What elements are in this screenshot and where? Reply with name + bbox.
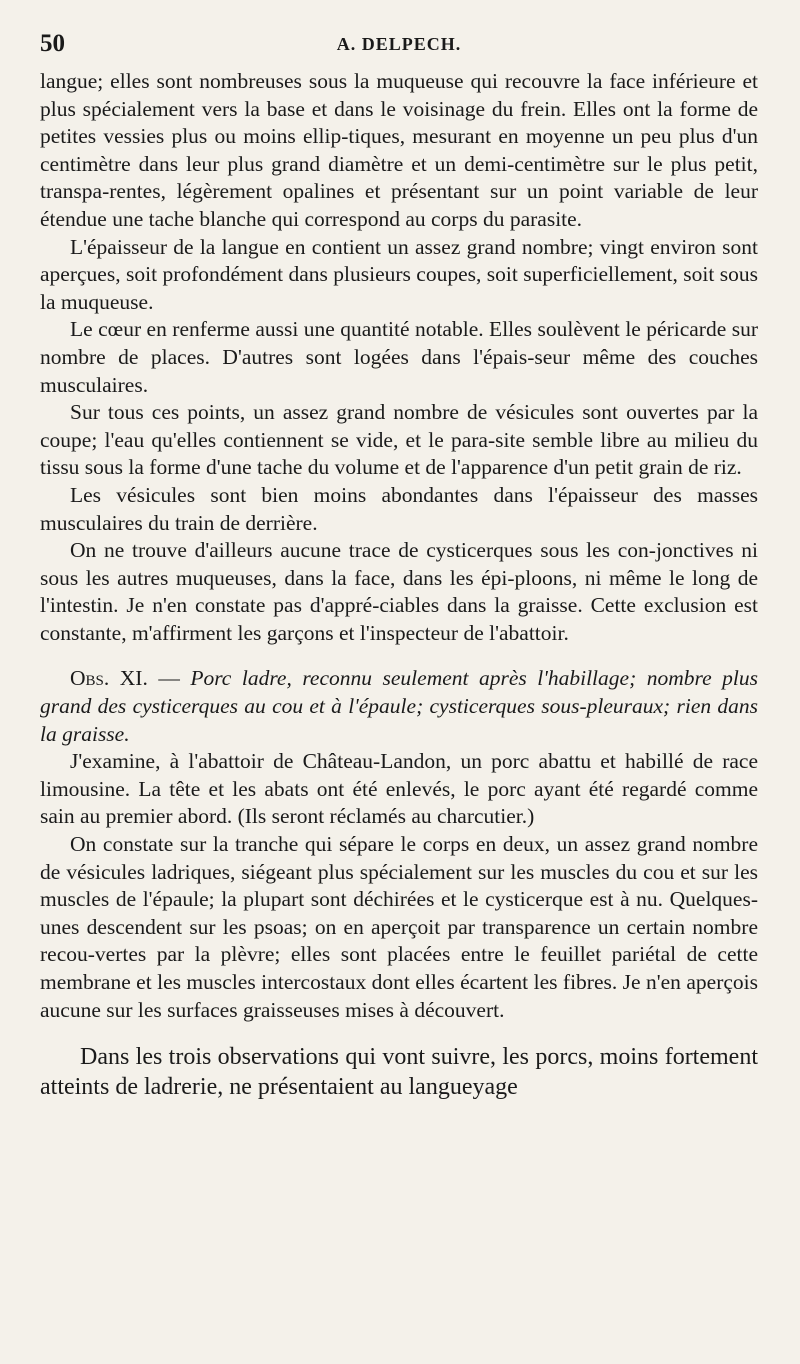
observation-paragraph: J'examine, à l'abattoir de Château-Landon, un porc abattu et habillé de race limousine. La tête et les abats ont été enlevés, le porc ayant été regardé comme sain au premier abord. (Ils seront réclamés au charcutier.)	[40, 749, 758, 829]
running-head: A. DELPECH.	[336, 34, 462, 54]
observation-dash: —	[147, 666, 191, 691]
paragraph: Sur tous ces points, un assez grand nombre de vésicules sont ouvertes par la coupe; l'eau qu'elles contiennent se vide, et le para-site semble libre au milieu du tissu sous la forme d'une tache du volume et de l'apparence d'un petit grain de riz.	[40, 400, 758, 480]
observation-label: Obs. XI.	[70, 666, 148, 691]
paragraph-continued: langue; elles sont nombreuses sous la muqueuse qui recouvre la face inférieure et plus spécialement vers la base et dans le voisinage du frein. Elles ont la forme de petites vessies plus ou moins ellip-tiques, mesurant en moyenne un peu plus d'un centimètre dans leur plus grand diamètre et un demi-centimètre sur le plus petit, transpa-rentes, légèrement opalines et présentant sur un point variable de leur étendue une tache blanche qui correspond au corps du parasite.	[40, 69, 758, 231]
observation-title: Porc ladre, reconnu seulement après l'habillage; nombre plus grand des cysticerques au cou et à l'épaule; cysticerques sous-pleuraux; rien dans la graisse.	[40, 666, 758, 746]
page-header	[40, 26, 758, 66]
paragraph: Le cœur en renferme aussi une quantité notable. Elles soulèvent le péricarde sur nombre de places. D'autres sont logées dans l'épais-seur même des couches musculaires.	[40, 317, 758, 397]
section-gap	[40, 647, 758, 665]
observation-paragraph: On constate sur la tranche qui sépare le corps en deux, un assez grand nombre de vésicules ladriques, siégeant plus spécialement sur les muscles du cou et sur les muscles de l'épaule; la plupart sont déchirées et le cysticerque est à nu. Quelques-unes descendent sur les psoas; on en aperçoit par transparence un certain nombre recou-vertes par la plèvre; elles sont placées entre le feuillet pariétal de cette membrane et les muscles intercostaux dont elles écartent les fibres. Je n'en aperçois aucune sur les surfaces graisseuses mises à découvert.	[40, 832, 758, 1022]
paragraph: L'épaisseur de la langue en contient un assez grand nombre; vingt environ sont aperçues, soit profondément dans plusieurs coupes, soit superficiellement, soit sous la muqueuse.	[40, 234, 758, 314]
page-number: 50	[40, 30, 65, 57]
observation-heading	[40, 665, 758, 748]
paragraph: On ne trouve d'ailleurs aucune trace de cysticerques sous les con-jonctives ni sous les autres muqueuses, dans la face, dans les épi-ploons, ni même le long de l'intestin. Je n'en constate pas d'appré-ciables dans la graisse. Cette exclusion est constante, m'affirment les garçons et l'inspecteur de l'abattoir.	[40, 538, 758, 645]
final-paragraph: Dans les trois observations qui vont suivre, les porcs, moins fortement atteints de ladrerie, ne présentaient au langueyage	[40, 1044, 758, 1101]
body-text	[40, 68, 758, 1102]
paragraph: Les vésicules sont bien moins abondantes dans l'épaisseur des masses musculaires du train de derrière.	[40, 482, 758, 535]
section-gap	[40, 1024, 758, 1042]
